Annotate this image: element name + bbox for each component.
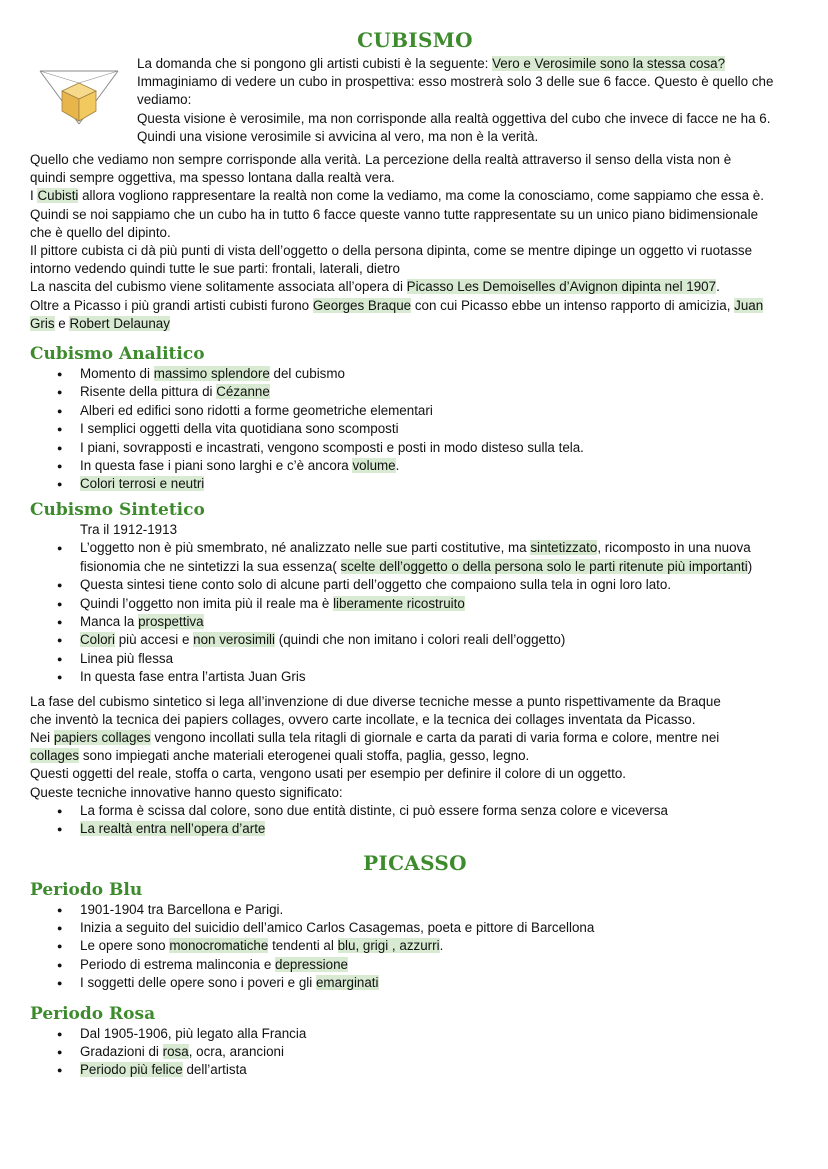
list-item: ● Periodo di estrema malinconia e depressione (80, 956, 800, 974)
list-item: ● Alberi ed edifici sono ridotti a forme geometriche elementari (80, 402, 800, 420)
paragraph-line: Oltre a Picasso i più grandi artisti cubisti furono Georges Braque con cui Picasso ebbe un intenso rapporto di amicizia, Juan (30, 297, 764, 313)
heading-cubismo-sintetico: Cubismo Sintetico (30, 499, 205, 520)
intro-line-3: vediamo: (137, 92, 192, 108)
list-item: ● Periodo più felice dell’artista (80, 1061, 800, 1079)
paragraph-line: collages sono impiegati anche materiali eterogenei quali stoffa, paglia, gesso, legno. (30, 748, 530, 764)
paragraph-line: La nascita del cubismo viene solitamente associata all’opera di Picasso Les Demoiselles d’Avignon dipinta nel 1907. (30, 279, 720, 295)
significato-list (30, 802, 800, 839)
paragraph-line: intorno vedendo quindi tutte le sue parti: frontali, laterali, dietro (30, 261, 400, 277)
heading-periodo-rosa: Periodo Rosa (30, 1003, 156, 1024)
list-item: ● Colori terrosi e neutri (80, 475, 800, 493)
list-item: ● Colori più accesi e non verosimili (quindi che non imitano i colori reali dell’oggetto) (80, 631, 800, 649)
list-item: ● I semplici oggetti della vita quotidiana sono scomposti (80, 420, 800, 438)
paragraph-line: che è quello del dipinto. (30, 224, 171, 240)
list-item: ● Quindi l’oggetto non imita più il reale ma è liberamente ricostruito (80, 595, 800, 613)
intro-line-5: Quindi una visione verosimile si avvicina al vero, ma non è la verità. (137, 128, 539, 144)
intro-block (30, 55, 800, 146)
date-line: Tra il 1912-1913 (80, 521, 178, 537)
paragraph-line: Nei papiers collages vengono incollati sulla tela ritagli di giornale e carta da parati di varia forma e colore, mentre nei (30, 729, 720, 745)
title-picasso: PICASSO (363, 850, 467, 875)
list-item: ● Linea più flessa (80, 650, 800, 668)
heading-cubismo-analitico: Cubismo Analitico (30, 344, 205, 365)
cube-perspective-icon (38, 69, 120, 127)
paragraph-line: Il pittore cubista ci dà più punti di vista dell’oggetto o della persona dipinta, come se mentre dipinge un oggetto vi ruotasse (30, 243, 753, 259)
list-item: ● Le opere sono monocromatiche tendenti al blu, grigi , azzurri. (80, 937, 800, 955)
sintetico-list (30, 521, 800, 687)
paragraph-line: quindi sempre oggettiva, ma spesso lontana dalla realtà vera. (30, 170, 395, 186)
blu-list (30, 901, 800, 993)
sintetico-text (30, 693, 800, 802)
intro-line-1: La domanda che si pongono gli artisti cubisti è la seguente: Vero e Verosimile sono la stessa cosa? (137, 56, 726, 71)
paragraph-line: Gris e Robert Delaunay (30, 315, 170, 331)
list-item: ● I soggetti delle opere sono i poveri e gli emarginati (80, 974, 800, 992)
list-item: ● I piani, sovrapposti e incastrati, vengono scomposti e posti in modo disteso sulla tela. (80, 439, 800, 457)
list-item: ● Risente della pittura di Cézanne (80, 383, 800, 401)
list-item: ● La realtà entra nell’opera d’arte (80, 820, 800, 838)
list-item: ● L’oggetto non è più smembrato, né analizzato nelle sue parti costitutive, ma sintetizzato, ricomposto in una nuova fisionomia che ne sintetizzi la sua essenza( scelte dell’oggetto o della persona solo le parti ritenute più importanti) (80, 539, 800, 576)
paragraph-line: Quello che vediamo non sempre corrisponde alla verità. La percezione della realtà attraverso il senso della vista non è (30, 152, 732, 168)
list-item: ● In questa fase entra l’artista Juan Gris (80, 668, 800, 686)
heading-periodo-blu: Periodo Blu (30, 879, 143, 900)
paragraph-line: Quindi se noi sappiamo che un cubo ha in tutto 6 facce queste vanno tutte rappresentate su un unico piano bidimensionale (30, 206, 759, 222)
paragraph-line: La fase del cubismo sintetico si lega all’invenzione di due diverse tecniche messe a punto rispettivamente da Braque (30, 693, 721, 709)
intro-line-2: Immaginiamo di vedere un cubo in prospettiva: esso mostrerà solo 3 delle sue 6 facce. Questo è quello che (137, 74, 774, 90)
title-cubismo: CUBISMO (357, 28, 473, 52)
rosa-list (30, 1025, 800, 1080)
cubismo-body (30, 151, 800, 333)
list-item: ● Inizia a seguito del suicidio dell’amico Carlos Casagemas, poeta e pittore di Barcellona (80, 919, 800, 937)
list-item: ● In questa fase i piani sono larghi e c’è ancora volume. (80, 457, 800, 475)
list-item: ● Manca la prospettiva (80, 613, 800, 631)
intro-line-4: Questa visione è verosimile, ma non corrisponde alla realtà oggettiva del cubo che invece di facce ne ha 6. (137, 110, 771, 126)
paragraph-line: I Cubisti allora vogliono rappresentare la realtà non come la vediamo, ma come la conosciamo, come sappiamo che essa è. (30, 188, 764, 204)
list-item: ● Questa sintesi tiene conto solo di alcune parti dell’oggetto che compaiono sulla tela in ogni loro lato. (80, 576, 800, 594)
paragraph-line: che inventò la tecnica dei papiers collages, ovvero carte incollate, e la tecnica dei collages inventata da Picasso. (30, 711, 696, 727)
paragraph-line: Queste tecniche innovative hanno questo significato: (30, 784, 343, 800)
list-item: ● Gradazioni di rosa, ocra, arancioni (80, 1043, 800, 1061)
document-page (30, 28, 800, 1080)
analitico-list (30, 365, 800, 494)
list-item: ● La forma è scissa dal colore, sono due entità distinte, ci può essere forma senza colore e viceversa (80, 802, 800, 820)
list-item: ● Dal 1905-1906, più legato alla Francia (80, 1025, 800, 1043)
list-item: ● Momento di massimo splendore del cubismo (80, 365, 800, 383)
paragraph-line: Questi oggetti del reale, stoffa o carta, vengono usati per esempio per definire il colore di un oggetto. (30, 766, 627, 782)
list-item: ● 1901-1904 tra Barcellona e Parigi. (80, 901, 800, 919)
